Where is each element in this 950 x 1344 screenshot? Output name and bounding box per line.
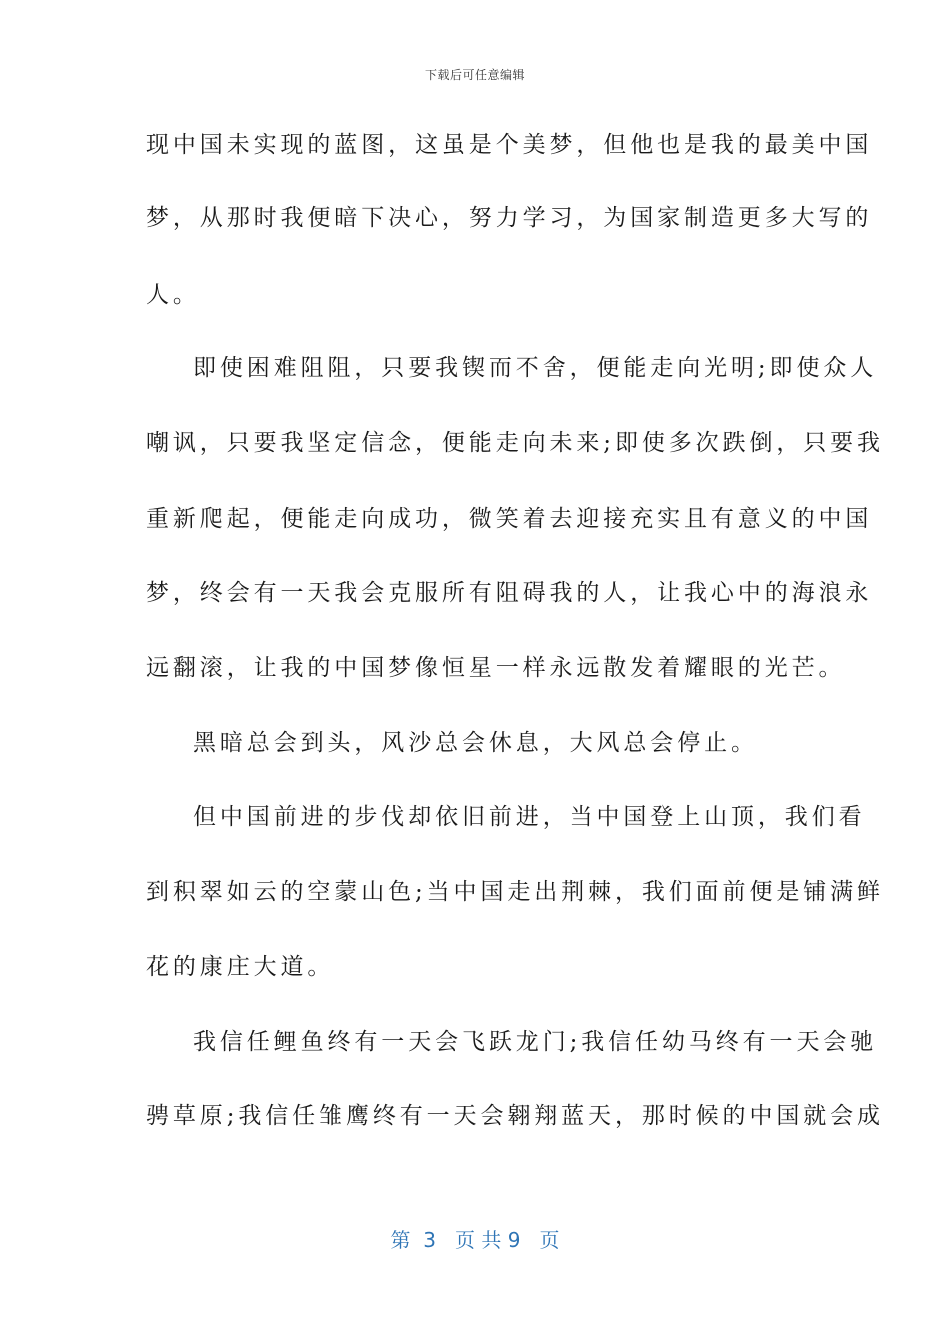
text-line: 但中国前进的步伐却依旧前进，当中国登上山顶，我们看 (193, 804, 866, 830)
text-line: 骋草原;我信任雏鹰终有一天会翱翔蓝天，那时候的中国就会成 (146, 1103, 884, 1129)
text-line: 梦，从那时我便暗下决心，努力学习，为国家制造更多大写的 (146, 205, 873, 231)
text-line: 重新爬起，便能走向成功，微笑着去迎接充实且有意义的中国 (146, 506, 873, 532)
text-line: 我信任鲤鱼终有一天会飞跃龙门;我信任幼马终有一天会驰 (193, 1029, 878, 1055)
text-line: 梦，终会有一天我会克服所有阻碍我的人，让我心中的海浪永 (146, 580, 873, 606)
text-line: 嘲讽，只要我坚定信念，便能走向未来;即使多次跌倒，只要我 (146, 430, 884, 456)
text-line: 人。 (146, 282, 200, 308)
text-line: 到积翠如云的空蒙山色;当中国走出荆棘，我们面前便是铺满鲜 (146, 879, 884, 905)
text-line: 远翻滚，让我的中国梦像恒星一样永远散发着耀眼的光芒。 (146, 655, 846, 681)
text-line: 花的康庄大道。 (146, 954, 335, 980)
text-line: 即使困难阻阻，只要我锲而不舍，便能走向光明;即使众人 (193, 355, 878, 381)
text-line: 现中国未实现的蓝图，这虽是个美梦，但他也是我的最美中国 (146, 132, 873, 158)
page-number: 第 3 页 共 9 页 (390, 1228, 560, 1252)
page-header: 下载后可任意编辑 (424, 68, 525, 82)
text-line: 黑暗总会到头，风沙总会休息，大风总会停止。 (193, 730, 758, 756)
